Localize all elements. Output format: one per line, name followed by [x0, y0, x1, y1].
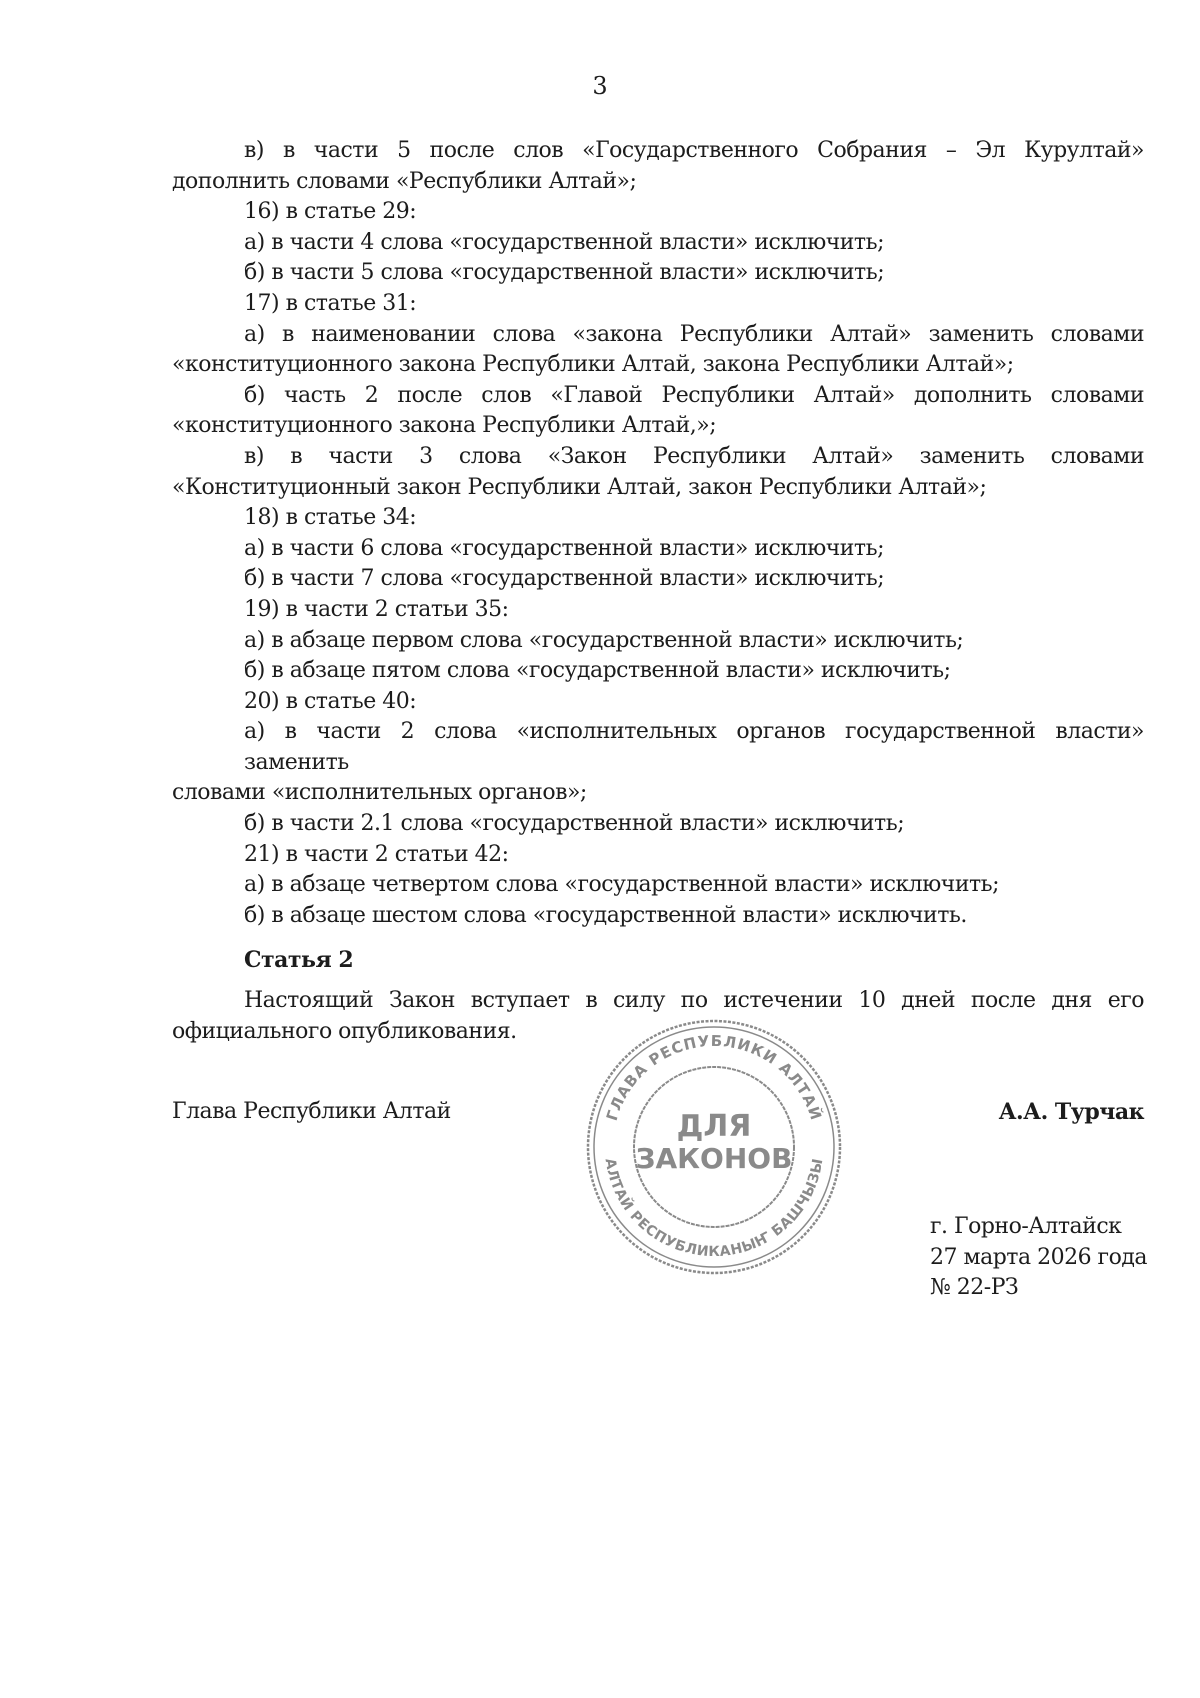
paragraph-line: 16) в статье 29: [244, 199, 417, 225]
paragraph-line: б) в части 5 слова «государственной власти» исключить; [244, 260, 885, 286]
paragraph-line: 20) в статье 40: [244, 688, 417, 714]
signatory-name: А.А. Турчак [998, 1099, 1144, 1125]
paragraph-line: б) в части 2.1 слова «государственной власти» исключить; [244, 811, 905, 837]
paragraph-line: а) в наименовании слова «закона Республики Алтай» заменить словами [244, 321, 1144, 347]
paragraph-line: 17) в статье 31: [244, 290, 417, 316]
paragraph-line: б) часть 2 после слов «Главой Республики Алтай» дополнить словами [244, 382, 1144, 408]
paragraph-line: а) в абзаце первом слова «государственной власти» исключить; [244, 627, 964, 653]
paragraph-line: а) в части 4 слова «государственной власти» исключить; [244, 229, 884, 255]
seal-outer-text-bottom: АЛТАЙ РЕСПУБЛИКАНЫҤ БАШЧЫЗЫ [601, 1157, 827, 1261]
closing-line: официального опубликования. [172, 1018, 517, 1044]
document-body [172, 136, 1144, 1047]
paragraph-line: б) в части 7 слова «государственной власти» исключить; [244, 566, 885, 592]
page-number: 3 [592, 72, 608, 100]
city: г. Горно-Алтайск [930, 1214, 1122, 1239]
seal-center-line2: ЗАКОНОВ [635, 1142, 793, 1175]
law-number: № 22-РЗ [930, 1275, 1019, 1301]
signatory-title: Глава Республики Алтай [172, 1099, 451, 1124]
seal-center-line1: ДЛЯ [676, 1109, 752, 1144]
seal-outer-text-top: ГЛАВА РЕСПУБЛИКИ АЛТАЙ [602, 1031, 826, 1123]
paragraph-line: «конституционного закона Республики Алтай,»; [172, 413, 717, 439]
paragraph-line: а) в части 2 слова «исполнительных органов государственной власти» заменить [244, 719, 1144, 775]
paragraph-line: 19) в части 2 статьи 35: [244, 596, 509, 622]
amendment-list [172, 136, 1144, 931]
paragraph-line: а) в абзаце четвертом слова «государственной власти» исключить; [244, 872, 1000, 898]
paragraph-line: дополнить словами «Республики Алтай»; [172, 168, 637, 194]
closing-line: Настоящий Закон вступает в силу по истечении 10 дней после дня его [244, 988, 1144, 1014]
paragraph-line: б) в абзаце шестом слова «государственной власти» исключить. [244, 902, 967, 928]
paragraph-line: в) в части 3 слова «Закон Республики Алтай» заменить словами [244, 443, 1144, 469]
paragraph-line: 21) в части 2 статьи 42: [244, 841, 509, 867]
paragraph-line: б) в абзаце пятом слова «государственной власти» исключить; [244, 658, 951, 684]
official-seal [585, 1018, 843, 1276]
article-heading: Статья 2 [244, 947, 354, 974]
place-date-block [930, 1212, 1147, 1304]
date: 27 марта 2026 года [930, 1244, 1147, 1270]
paragraph-line: а) в части 6 слова «государственной власти» исключить; [244, 535, 884, 561]
paragraph-line: «Конституционный закон Республики Алтай, закон Республики Алтай»; [172, 474, 987, 500]
paragraph-line: в) в части 5 после слов «Государственного Собрания – Эл Курултай» [244, 138, 1144, 163]
paragraph-line: 18) в статье 34: [244, 505, 417, 531]
paragraph-line: словами «исполнительных органов»; [172, 780, 587, 806]
paragraph-line: «конституционного закона Республики Алтай, закона Республики Алтай»; [172, 352, 1014, 378]
